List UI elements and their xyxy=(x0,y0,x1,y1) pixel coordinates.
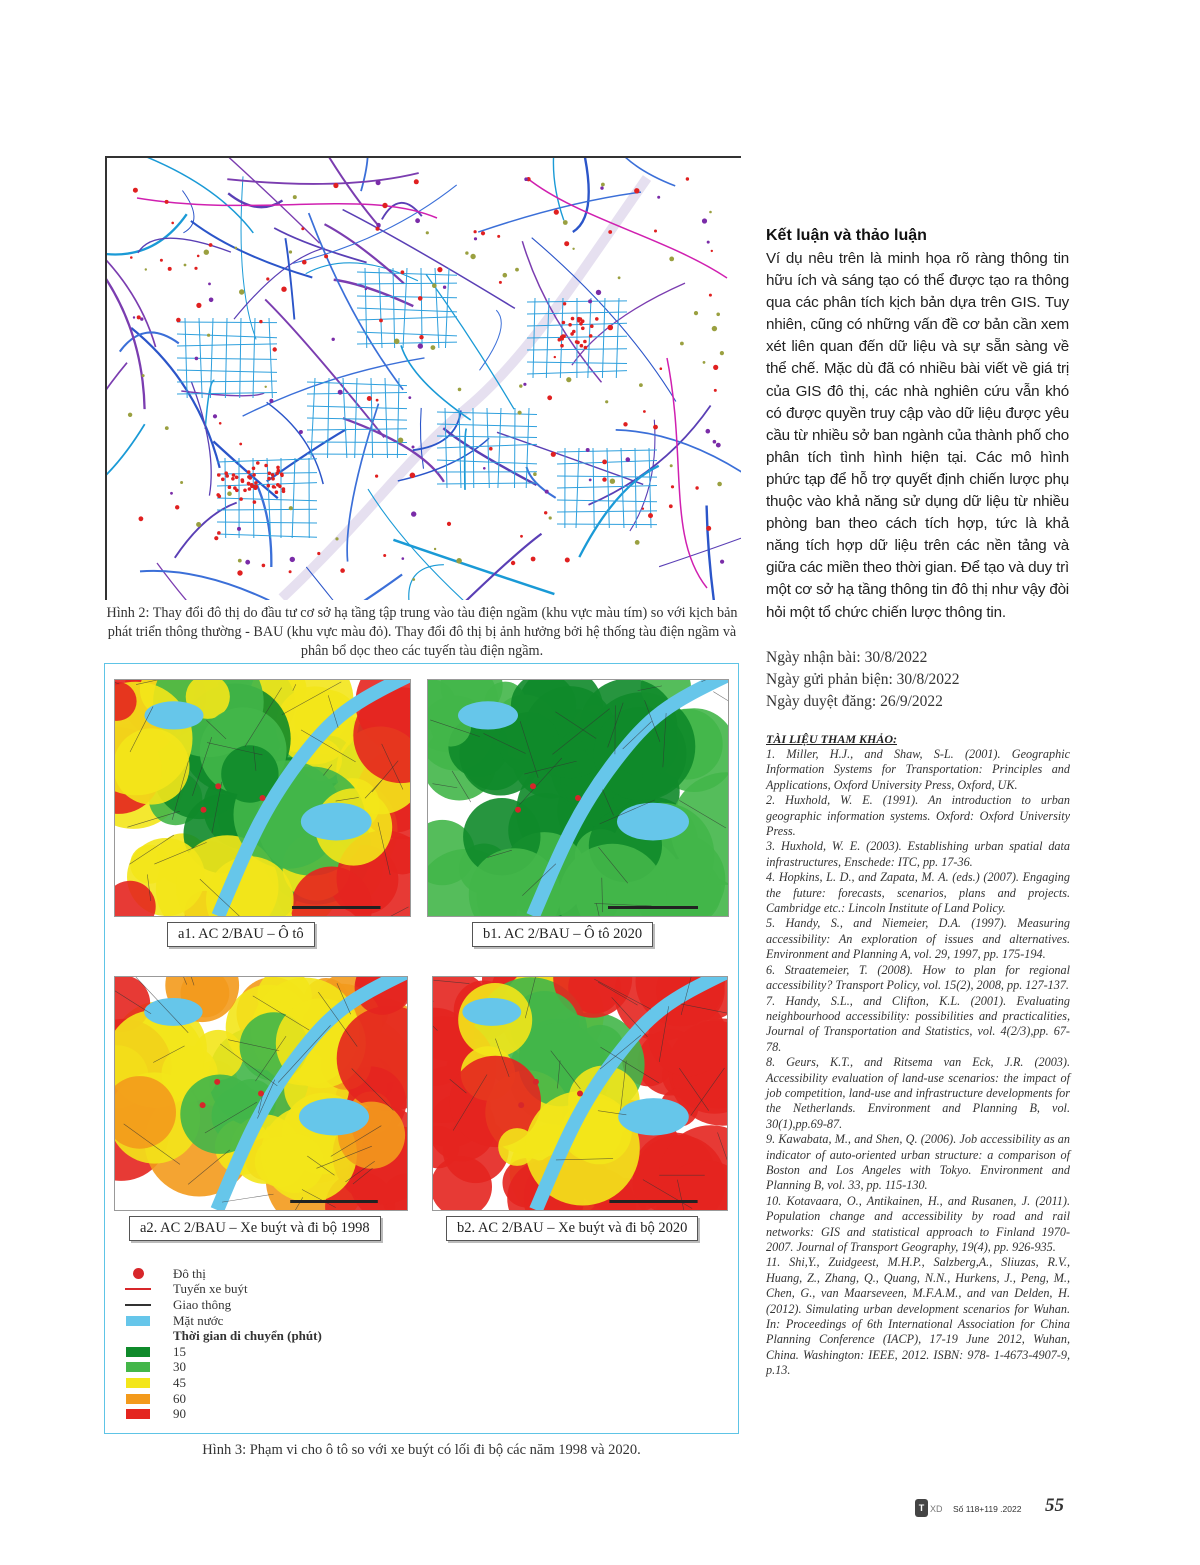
water-swatch-icon xyxy=(126,1316,150,1326)
figure-3-panel xyxy=(104,663,739,1434)
map-legend xyxy=(123,1266,383,1422)
city-dot-icon xyxy=(133,1268,144,1279)
map-b2 xyxy=(432,976,728,1211)
map-label-b2: b2. AC 2/BAU – Xe buýt và đi bộ 2020 xyxy=(446,1216,698,1241)
legend-class-90: 90 xyxy=(123,1406,383,1422)
references-title: TÀI LIỆU THAM KHẢO: xyxy=(766,732,898,746)
legend-city: Đô thị xyxy=(123,1266,383,1282)
reference-item: 3. Huxhold, W. E. (2003). Establishing urban spatial data infrastructures, Enschede: ITC, pp. 17-36. xyxy=(766,839,1070,869)
legend-swatch-icon xyxy=(126,1394,150,1404)
legend-travel-time-title: Thời gian di chuyển (phút) xyxy=(173,1328,322,1344)
legend-water: Mặt nước xyxy=(123,1313,383,1329)
legend-swatch-icon xyxy=(126,1347,150,1357)
date-reviewed: Ngày gửi phản biện: 30/8/2022 xyxy=(766,671,960,688)
legend-bus: Tuyến xe buýt xyxy=(123,1282,383,1298)
reference-item: 4. Hopkins, L. D., and Zapata, M. A. (eds.) (2007). Engaging the future: forecasts, scenarios, plans and projects. Cambridge etc.: Lincoln Institute of Land Policy. xyxy=(766,870,1070,916)
legend-traffic: Giao thông xyxy=(123,1297,383,1313)
reference-item: 7. Handy, S.L., and Clifton, K.L. (2001). Evaluating neighbourhood accessibility: possibilities and practicalities, Journal of Transportation and Statistics, vol. 4(2/3),pp. 67-78. xyxy=(766,993,1070,1054)
reference-item: 2. Huxhold, W. E. (1991). An introduction to urban geographic information systems. Oxford: Oxford University Press. xyxy=(766,793,1070,839)
road-line-icon xyxy=(125,1304,151,1306)
legend-swatch-icon xyxy=(126,1362,150,1372)
map-b1 xyxy=(427,679,729,917)
road-network xyxy=(107,158,741,600)
journal-logo-icon: T xyxy=(915,1499,928,1517)
map-label-a2: a2. AC 2/BAU – Xe buýt và đi bộ 1998 xyxy=(129,1216,381,1241)
accessibility-map-layer xyxy=(433,977,727,1210)
legend-swatch-icon xyxy=(126,1378,150,1388)
map-label-a1: a1. AC 2/BAU – Ô tô xyxy=(167,922,315,947)
article-dates xyxy=(766,647,960,713)
journal-brand: XD xyxy=(930,1504,943,1514)
figure-2-svg xyxy=(107,158,741,600)
legend-classes xyxy=(123,1344,383,1422)
figure-2-map xyxy=(105,156,741,600)
section-heading: Kết luận và thảo luận xyxy=(766,227,927,244)
accessibility-map-layer xyxy=(428,680,728,916)
figure-3-caption: Hình 3: Phạm vi cho ô tô so với xe buýt có lối đi bộ các năm 1998 và 2020. xyxy=(202,1442,641,1458)
map-label-b1: b1. AC 2/BAU – Ô tô 2020 xyxy=(472,922,653,947)
section-body: Ví dụ nêu trên là minh họa rõ ràng thông tin hữu ích và sáng tạo có thể được tạo ra thông qua các phân tích kịch bản dựa trên GIS. Tuy nhiên, cũng có những vấn đề cơ bản cần xem xét liên quan đến dữ liệu và sự sẵn sàng về thể chế. Mặc dù đã có nhiều bài viết về giá trị của GIS đô thị, các nhà nghiên cứu vẫn khó có được quyền truy cập vào dữ liệu được yêu cầu từ nhiều sở ban ngành của thành phố cho phân tích tình hình hiện tại. Các mô hình phức tạp để hỗ trợ quyết định chiến lược phụ thuộc vào khả năng sử dụng dữ liệu từ nhiều phòng ban theo cách tích hợp, tức là khả năng tích hợp dữ liệu trên các nền tảng và giữa các miền theo thời gian. Để tạo và duy trì một cơ sở hạ tầng thông tin đô thị như vậy đòi hỏi một tổ chức chiến lược thông tin. xyxy=(766,250,1069,621)
reference-item: 1. Miller, H.J., and Shaw, S-L. (2001). Geographic Information Systems for Transportation: Principles and Applications, Oxford University Press, Oxford, UK. xyxy=(766,747,1070,792)
bus-line-icon xyxy=(125,1288,151,1290)
reference-item: 5. Handy, S., and Niemeier, D.A. (1997). Measuring accessibility: An exploration of issues and alternatives. Environment and Planning A, vol. 29, 1997, pp. 175-194. xyxy=(766,916,1070,962)
reference-item: 6. Straatemeier, T. (2008). How to plan for regional accessibility? Transport Policy, vol. 15(2), 2008, pp. 127-137. xyxy=(766,962,1070,993)
reference-item: 8. Geurs, K.T., and Ritsema van Eck, J.R. (2003). Accessibility evaluation of land-use scenarios: the impact of job competition, land-use and infrastructure developments for the Netherlands. Environment and Planning B, vol. 30(1),pp.69-87. xyxy=(766,1055,1070,1131)
map-a1 xyxy=(114,679,411,917)
legend-class-60: 60 xyxy=(123,1391,383,1407)
map-a2 xyxy=(114,976,408,1211)
date-received: Ngày nhận bài: 30/8/2022 xyxy=(766,649,928,666)
reference-item: 9. Kawabata, M., and Shen, Q. (2006). Job accessibility as an indicator of auto-oriented urban structure: a comparison of Boston and Los Angeles with Tokyo. Environment and Planning B, vol. 33, pp. 115-130. xyxy=(766,1132,1070,1193)
reference-item: 10. Kotavaara, O., Antikainen, H., and Rusanen, J. (2011). Population change and accessibility by road and rail networks: GIS and statistical approach to Finland 1970-2007. Journal of Transport Geography, 19(4), pp. 926-935. xyxy=(766,1193,1070,1254)
accessibility-map-layer xyxy=(115,680,410,916)
legend-class-15: 15 xyxy=(123,1344,383,1360)
accessibility-map-layer xyxy=(115,977,407,1210)
reference-item: 11. Shi,Y., Zuidgeest, M.H.P., Salzberg,A., Sliuzas, R.V., Huang, Z., Zhang, Q., Quang, N.N., Hurkens, J., Peng, M., Chen, G., van Maarseveen, M.F.A.M., and van Delden, H. (2012). Simulating urban development scenarios for Wuhan. In: Proceedings of 6th International Association for China Planning Conference (IACP), 17-19 June 2012, Wuhan, China. Washington: IEEE, 2012. ISBN: 978- 1-4673-4907-9, p.13. xyxy=(766,1255,1070,1378)
legend-class-45: 45 xyxy=(123,1375,383,1391)
references-list xyxy=(766,747,1070,1379)
date-accepted: Ngày duyệt đăng: 26/9/2022 xyxy=(766,693,943,710)
page-footer xyxy=(915,1497,1075,1521)
legend-class-30: 30 xyxy=(123,1360,383,1376)
legend-swatch-icon xyxy=(126,1409,150,1419)
figure-2-caption: Hình 2: Thay đổi đô thị do đầu tư cơ sở hạ tầng tập trung vào tàu điện ngầm (khu vực màu tím) so với kịch bản phát triển thông thường - BAU (khu vực màu đỏ). Thay đổi đô thị bị ảnh hưởng bởi hệ thống tàu điện ngầm và phân bổ dọc theo các tuyến tàu điện ngầm. xyxy=(106,605,738,659)
issue-number: Số 118+119 .2022 xyxy=(953,1504,1022,1514)
page-number: 55 xyxy=(1045,1495,1064,1516)
